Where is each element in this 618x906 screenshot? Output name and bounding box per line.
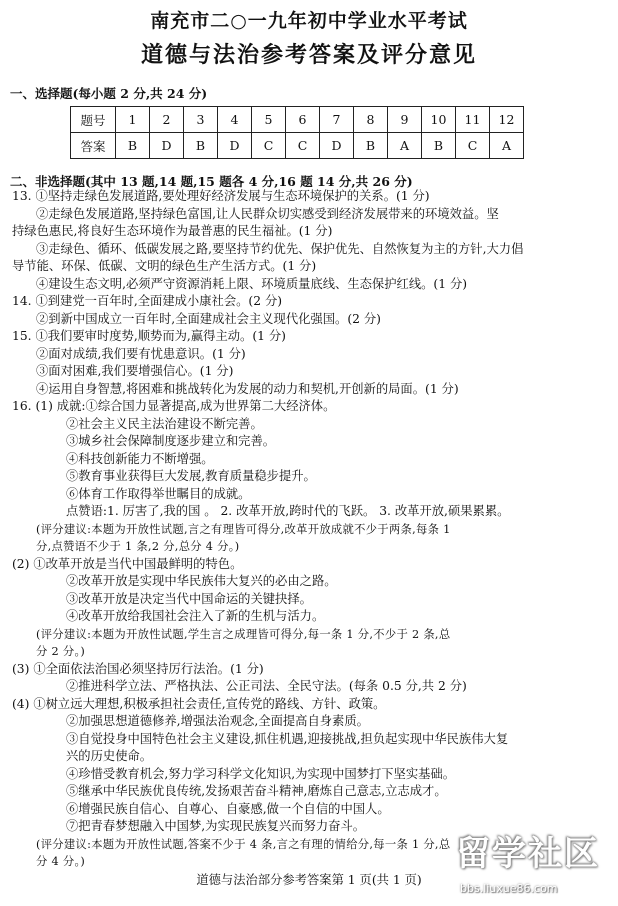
answer-line-q16-4-4: ④珍惜受教育机会,努力学习科学文化知识,为实现中国梦打下坚实基础。 <box>66 766 456 781</box>
question-number-cell: 4 <box>218 107 252 133</box>
question-number-cell: 5 <box>252 107 286 133</box>
answer-line-q16-1-4: ④科技创新能力不断增强。 <box>66 451 214 466</box>
answer-line-q13-3-cont: 导节能、环保、低碳、文明的绿色生产生活方式。(1 分) <box>12 259 317 273</box>
page-footer: 道德与法治部分参考答案第 1 页(共 1 页) <box>196 873 422 887</box>
answer-line-q13-2-cont: 持绿色惠民,将良好生态环境作为最普惠的民生福祉。(1 分) <box>12 224 333 238</box>
answer-cell: B <box>184 133 218 159</box>
question-number-cell: 11 <box>456 107 490 133</box>
answer-line-q13-3: ③走绿色、循环、低碳发展之路,要坚持节约优先、保护优先、自然恢复为主的方针,大力倡 <box>36 241 524 256</box>
answer-cell: D <box>150 133 184 159</box>
answer-cell: A <box>388 133 422 159</box>
question-number-cell: 8 <box>354 107 388 133</box>
answer-line-q14-1: 14. ①到建党一百年时,全面建成小康社会。(2 分) <box>12 294 283 308</box>
question-number-cell: 7 <box>320 107 354 133</box>
answer-line-q16-praise: 点赞语:1. 厉害了,我的国 。 2. 改革开放,跨时代的飞跃。 3. 改革开放,硕果累累。 <box>66 504 510 518</box>
scoring-note-q16-2-cont: 分 2 分。) <box>36 645 86 658</box>
watermark-url: bbs.liuxue86.com <box>460 882 558 895</box>
answer-line-q16-4-6: ⑥增强民族自信心、自尊心、自豪感,做一个自信的中国人。 <box>66 801 390 816</box>
watermark-logo <box>448 826 618 906</box>
answer-line-q16-4-7: ⑦把青春梦想融入中国梦,为实现民族复兴而努力奋斗。 <box>66 819 366 833</box>
answer-cell: A <box>490 133 524 159</box>
answer-cell: C <box>286 133 320 159</box>
question-number-cell: 12 <box>490 107 524 133</box>
answer-cell: B <box>422 133 456 159</box>
answer-line-q16-4-3: ③自觉投身中国特色社会主义建设,抓住机遇,迎接挑战,担负起实现中华民族伟大复 <box>66 731 509 746</box>
answer-body <box>12 188 608 871</box>
scoring-note-q16-2: (评分建议:本题为开放性试题,学生言之成理皆可得分,每一条 1 分,不少于 2 条,总 <box>36 627 451 641</box>
section-essay-heading: 二、非选择题(其中 13 题,14 题,15 题各 4 分,16 题 14 分,共 26 分) <box>10 174 413 189</box>
scoring-note-q16-1: (评分建议:本题为开放性试题,言之有理皆可得分,改革开放成就不少于两条,每条 1 <box>36 522 451 536</box>
answer-line-q16-1-2: ②社会主义民主法治建设不断完善。 <box>66 416 263 431</box>
answer-cell: C <box>252 133 286 159</box>
exam-title: 南充市二○一九年初中学业水平考试 <box>150 10 468 32</box>
answer-line-q16-1-3: ③城乡社会保障制度逐步建立和完善。 <box>66 434 276 448</box>
document-subtitle: 道德与法治参考答案及评分意见 <box>140 42 477 68</box>
answer-line-q16-4-3-cont: 兴的历史使命。 <box>66 749 153 763</box>
question-number-cell: 2 <box>150 107 184 133</box>
question-number-cell: 10 <box>422 107 456 133</box>
answer-line-q16-4-5: ⑤继承中华民族优良传统,发扬艰苦奋斗精神,磨炼自己意志,立志成才。 <box>66 784 447 798</box>
watermark-text: 留学社区 <box>456 834 600 874</box>
table-row-question-numbers <box>71 107 524 133</box>
scoring-note-q16-4-cont: 分 4 分。) <box>36 855 86 868</box>
answer-line-q16-1-6: ⑥体育工作取得举世瞩目的成就。 <box>66 486 251 501</box>
row-label-answer: 答案 <box>71 133 116 159</box>
answer-cell: B <box>116 133 150 159</box>
answer-cell: D <box>218 133 252 159</box>
row-label-question-number: 题号 <box>71 107 116 133</box>
answer-line-q16-1-5: ⑤教育事业获得巨大发展,教育质量稳步提升。 <box>66 469 316 483</box>
answer-cell: C <box>456 133 490 159</box>
answer-cell: D <box>320 133 354 159</box>
scoring-note-q16-4: (评分建议:本题为开放性试题,答案不少于 4 条,言之有理的情给分,每一条 1 分,总 <box>36 837 451 851</box>
question-number-cell: 9 <box>388 107 422 133</box>
answer-line-q16-2-1: (2) ①改革开放是当代中国最鲜明的特色。 <box>12 556 243 571</box>
answer-table <box>70 106 524 159</box>
answer-line-q16-2-3: ③改革开放是决定当代中国命运的关键抉择。 <box>66 591 312 606</box>
answer-line-q16-4-1: (4) ①树立远大理想,积极承担社会责任,宣传党的路线、方针、政策。 <box>12 696 386 711</box>
question-number-cell: 3 <box>184 107 218 133</box>
answer-line-q15-2: ②面对成绩,我们要有忧患意识。(1 分) <box>36 346 246 361</box>
answer-line-q16-1-1: 16. (1) 成就:①综合国力显著提高,成为世界第二大经济体。 <box>12 399 336 413</box>
answer-line-q16-3-2: ②推进科学立法、严格执法、公正司法、全民守法。(每条 0.5 分,共 2 分) <box>66 679 467 693</box>
answer-line-q16-2-2: ②改革开放是实现中华民族伟大复兴的必由之路。 <box>66 574 337 588</box>
answer-line-q13-2: ②走绿色发展道路,坚持绿色富国,让人民群众切实感受到经济发展带来的环境效益。坚 <box>36 206 499 221</box>
section-multiple-choice-heading: 一、选择题(每小题 2 分,共 24 分) <box>10 86 208 101</box>
answer-line-q13-4: ④建设生态文明,必须严守资源消耗上限、环境质量底线、生态保护红线。(1 分) <box>36 276 468 291</box>
question-number-cell: 6 <box>286 107 320 133</box>
answer-line-q14-2: ②到新中国成立一百年时,全面建成社会主义现代化强国。(2 分) <box>36 311 381 326</box>
answer-line-q16-4-2: ②加强思想道德修养,增强法治观念,全面提高自身素质。 <box>66 714 369 728</box>
table-row-answers <box>71 133 524 159</box>
answer-line-q16-2-4: ④改革开放给我国社会注入了新的生机与活力。 <box>66 609 325 623</box>
answer-line-q15-4: ④运用自身智慧,将困难和挑战转化为发展的动力和契机,开创新的局面。(1 分) <box>36 381 459 396</box>
answer-line-q15-1: 15. ①我们要审时度势,顺势而为,赢得主动。(1 分) <box>12 329 286 343</box>
answer-line-q16-3-1: (3) ①全面依法治国必须坚持厉行法治。(1 分) <box>12 661 264 676</box>
answer-line-q13-1: 13. ①坚持走绿色发展道路,要处理好经济发展与生态环境保护的关系。(1 分) <box>12 189 430 203</box>
answer-cell: B <box>354 133 388 159</box>
question-number-cell: 1 <box>116 107 150 133</box>
scoring-note-q16-1-cont: 分,点赞语不少于 1 条,2 分,总分 4 分。) <box>36 540 240 553</box>
answer-line-q15-3: ③面对困难,我们要增强信心。(1 分) <box>36 364 234 378</box>
